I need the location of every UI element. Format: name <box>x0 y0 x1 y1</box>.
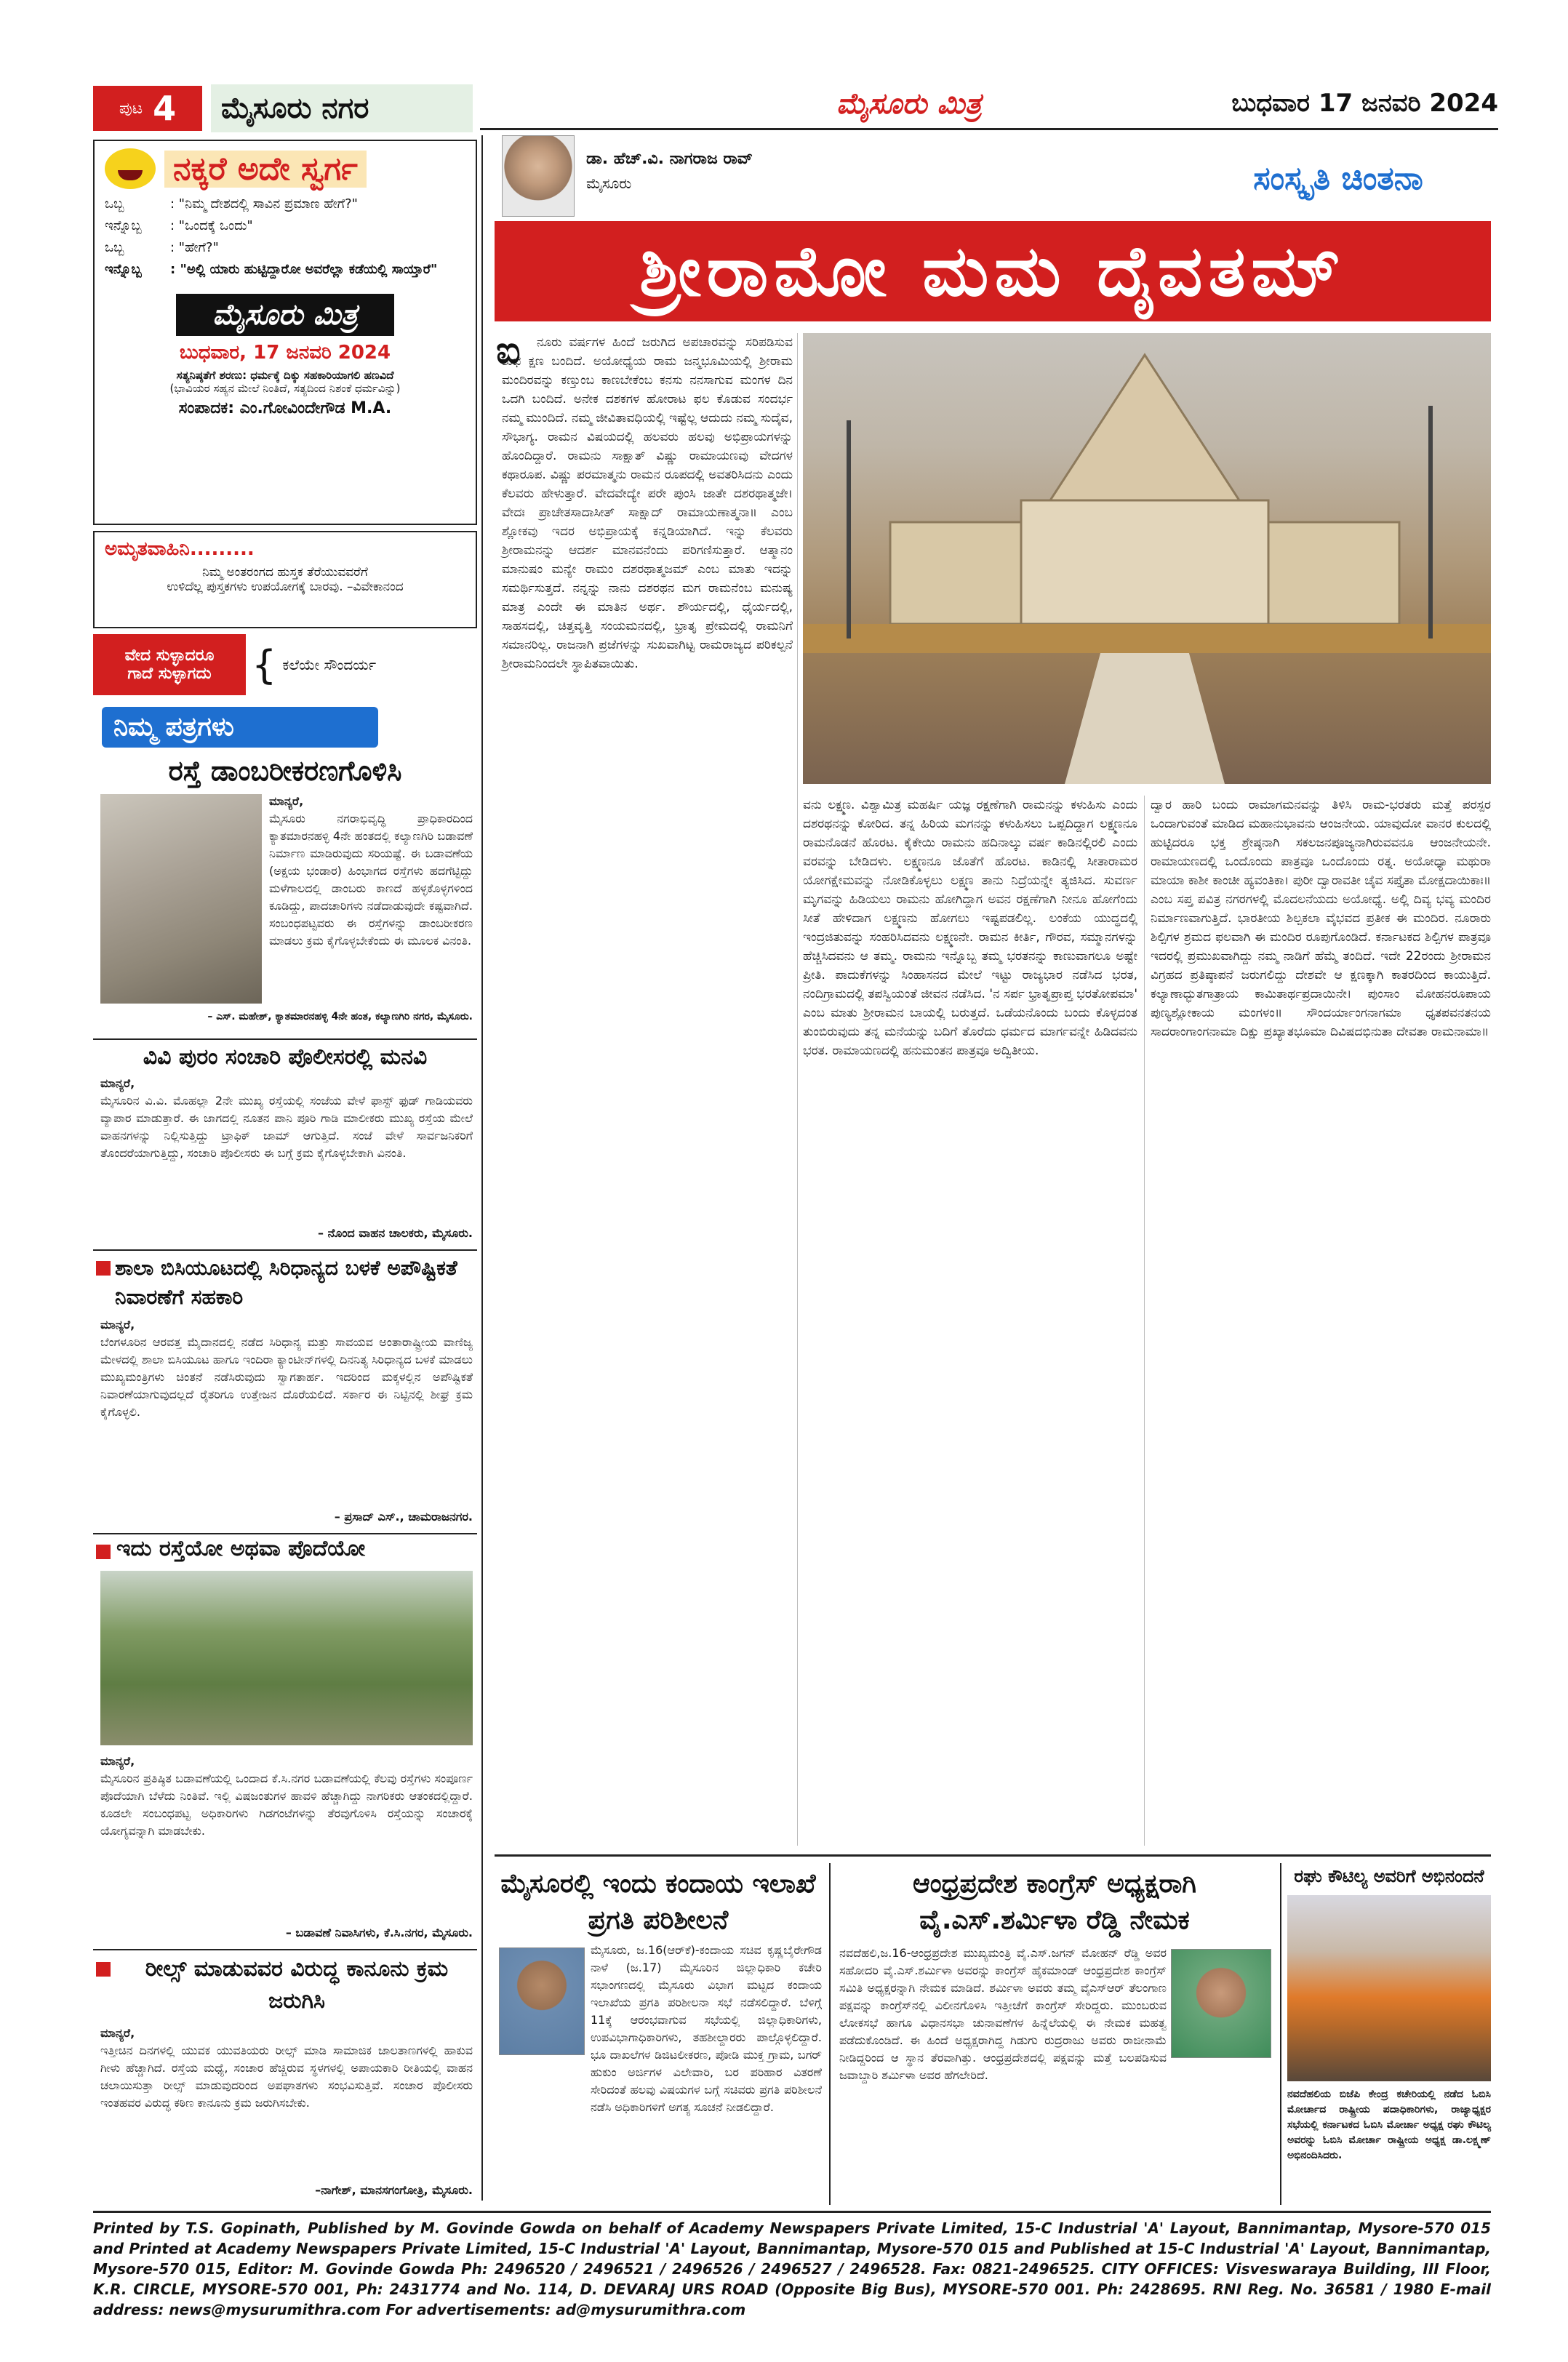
letter-divider-1 <box>93 1038 477 1040</box>
news-divider-1 <box>829 1863 831 2205</box>
letter-title-3: ಶಾಲಾ ಬಿಸಿಯೂಟದಲ್ಲಿ ಸಿರಿಧಾನ್ಯದ ಬಳಕೆ ಅಪೌಷ್ಟಿಕತೆ ನಿವಾರಣೆಗೆ ಸಹಕಾರಿ <box>115 1256 457 1309</box>
letter-photo-bush <box>100 1571 473 1745</box>
letter-body-5: ಮಾನ್ಯರೆ, ಇತ್ತೀಚಿನ ದಿನಗಳಲ್ಲಿ ಯುವಕ ಯುವತಿಯರು ರೀಲ್ಸ್ ಮಾಡಿ ಸಾಮಾಜಿಕ ಜಾಲತಾಣಗಳಲ್ಲಿ ಹಾಕುವ ಗೀಳು ಹೆಚ್ಚಾಗಿದೆ. ರಸ್ತೆಯ ಮಧ್ಯೆ, ಸಂಚಾರ ಹೆಚ್ಚಿರುವ ಸ್ಥಳಗಳಲ್ಲಿ ಅಪಾಯಕಾರಿ ರೀತಿಯಲ್ಲಿ ವಾಹನ ಚಲಾಯಿಸುತ್ತಾ ರೀಲ್ಸ್ ಮಾಡುವುದರಿಂದ ಅಪಘಾತಗಳು ಸಂಭವಿಸುತ್ತಿವೆ. ಸಂಚಾರ ಪೊಲೀಸರು ಇಂತಹವರ ವಿರುದ್ಧ ಕಠಿಣ ಕಾನೂನು ಕ್ರಮ ಜರುಗಿಸಬೇಕು. <box>100 2026 473 2110</box>
info-motto-2: (ಭಾವಿಯರ ಸಹ್ಯನ ಮೇಲೆ ನಿಂತಿದೆ, ಸತ್ಯದಿಂದ ನಿಶಂಕೆ ಧರ್ಮವಿನ್ನು) <box>169 382 401 395</box>
felicitation-photo <box>1287 1895 1491 2081</box>
feature-headline: ಶ್ರೀರಾಮೋ ಮಮ ದೈವತಮ್ <box>639 231 1346 312</box>
proverb-right: ಕಲೆಯೇ ಸೌಂದರ್ಯ <box>282 656 377 673</box>
letter-divider-3 <box>93 1533 477 1534</box>
letter-title-2: ವಿವಿ ಪುರಂ ಸಂಚಾರಿ ಪೊಲೀಸರಲ್ಲಿ ಮನವಿ <box>143 1044 428 1070</box>
column-name: ಸಂಸ್ಕೃತಿ ಚಿಂತನಾ <box>1253 160 1423 197</box>
section-title: ಮೈಸೂರು ನಗರ <box>211 84 473 132</box>
amruta-line-2: ಉಳಿದೆಲ್ಲ ಪುಸ್ತಕಗಳು ಉಪಯೋಗಕ್ಕೆ ಬಾರವು. –ವಿವೇಕಾನಂದ <box>167 580 404 594</box>
masthead-rule <box>480 128 1498 130</box>
joke-line-4: ಇನ್ನೊಬ್ಬ : "ಅಲ್ಲಿ ಯಾರು ಹುಟ್ಟಿದ್ದಾರೋ ಅವರೆಲ್ಲಾ ಕಡೆಯಲ್ಲಿ ಸಾಯ್ತಾರೆ" <box>105 262 438 277</box>
letter-signature-3: – ಪ್ರಸಾದ್ ಎಸ್., ಚಾಮರಾಜನಗರ. <box>334 1510 473 1524</box>
letter-signature-1: – ಎಸ್. ಮಹೇಶ್, ಕ್ಯಾತಮಾರನಹಳ್ಳಿ 4ನೇ ಹಂತ, ಕಲ್ಯಾಣಗಿರಿ ನಗರ, ಮೈಸೂರು. <box>207 1011 473 1022</box>
letter-divider-4 <box>93 1949 477 1950</box>
page-number: 4 <box>153 89 177 128</box>
ram-mandir-photo <box>803 333 1491 784</box>
letter-signature-2: – ನೊಂದ ವಾಹನ ಚಾಲಕರು, ಮೈಸೂರು. <box>318 1226 473 1240</box>
letter-signature-4: – ಬಡಾವಣೆ ನಿವಾಸಿಗಳು, ಕೆ.ಸಿ.ನಗರ, ಮೈಸೂರು. <box>285 1926 473 1939</box>
feature-col-divider-2 <box>1144 796 1145 1846</box>
proverb-brace: { <box>252 641 277 688</box>
letter-title-1: ರಸ್ತೆ ಡಾಂಬರೀಕರಣಗೊಳಿಸಿ <box>168 755 402 787</box>
joke-line-2: ಇನ್ನೊಬ್ಬ : "ಒಂದಕ್ಕೆ ಒಂದು" <box>105 218 253 233</box>
bullet-square-icon-4 <box>96 1545 111 1559</box>
news-1-body: ಮೈಸೂರು, ಜ.16(ಆರ್‌ಕೆ)-ಕಂದಾಯ ಸಚಿವ ಕೃಷ್ಣಬೈರೇಗೌಡ ನಾಳೆ (ಜ.17) ಮೈಸೂರಿನ ಜಿಲ್ಲಾಧಿಕಾರಿ ಕಚೇರಿ ಸಭಾಂಗಣದಲ್ಲಿ ಮೈಸೂರು ವಿಭಾಗ ಮಟ್ಟದ ಕಂದಾಯ ಇಲಾಖೆಯ ಪ್ರಗತಿ ಪರಿಶೀಲನಾ ಸಭೆ ನಡೆಸಲಿದ್ದಾರೆ. ಬೆಳಿಗ್ಗೆ 11ಕ್ಕೆ ಆರಂಭವಾಗುವ ಸಭೆಯಲ್ಲಿ ಜಿಲ್ಲಾಧಿಕಾರಿಗಳು, ಉಪವಿಭಾಗಾಧಿಕಾರಿಗಳು, ತಹಶೀಲ್ದಾರರು ಪಾಲ್ಗೊಳ್ಳಲಿದ್ದಾರೆ. ಭೂ ದಾಖಲೆಗಳ ಡಿಜಿಟಲೀಕರಣ, ಪೋಡಿ ಮುಕ್ತ ಗ್ರಾಮ, ಬಗರ್ ಹುಕುಂ ಅರ್ಜಿಗಳ ವಿಲೇವಾರಿ, ಬರ ಪರಿಹಾರ ವಿತರಣೆ ಸೇರಿದಂತೆ ಹಲವು ವಿಷಯಗಳ ಬಗ್ಗೆ ಸಚಿವರು ಪ್ರಗತಿ ಪರಿಶೀಲನೆ ನಡೆಸಿ ಅಧಿಕಾರಿಗಳಿಗೆ ಅಗತ್ಯ ಸೂಚನೆ ನೀಡಲಿದ್ದಾರೆ. <box>591 1943 822 2114</box>
joke-box <box>93 140 477 525</box>
amruta-box <box>93 531 477 628</box>
letters-banner: ನಿಮ್ಮ ಪತ್ರಗಳು <box>102 707 378 748</box>
letter-photo-road <box>100 794 262 1004</box>
info-editor: ಸಂಪಾದಕ: ಎಂ.ಗೋವಿಂದೇಗೌಡ M.A. <box>178 399 392 417</box>
page-label: ಪುಟ <box>119 99 143 118</box>
letter-signature-5: –ನಾಗೇಶ್, ಮಾನಸಗಂಗೋತ್ರಿ, ಮೈಸೂರು. <box>315 2183 473 2197</box>
info-date: ಬುಧವಾರ, 17 ಜನವರಿ 2024 <box>179 342 391 364</box>
letter-title-5: ರೀಲ್ಸ್ ಮಾಡುವವರ ವಿರುದ್ಧ ಕಾನೂನು ಕ್ರಮ ಜರುಗಿಸಿ <box>145 1956 449 2014</box>
letter-body-2: ಮಾನ್ಯರೆ, ಮೈಸೂರಿನ ವಿ.ವಿ. ಮೊಹಲ್ಲಾ 2ನೇ ಮುಖ್ಯ ರಸ್ತೆಯಲ್ಲಿ ಸಂಜೆಯ ವೇಳೆ ಫಾಸ್ಟ್ ಫುಡ್ ಗಾಡಿಯವರು ವ್ಯಾಪಾರ ಮಾಡುತ್ತಾರೆ. ಈ ಜಾಗದಲ್ಲಿ ನೂತನ ಪಾನಿ ಪೂರಿ ಗಾಡಿ ಮಾಲೀಕರು ಮುಖ್ಯ ರಸ್ತೆಯ ಮೇಲೆ ವಾಹನಗಳನ್ನು ನಿಲ್ಲಿಸುತ್ತಿದ್ದು ಟ್ರಾಫಿಕ್ ಜಾಮ್ ಆಗುತ್ತಿದೆ. ಸಂಜೆ ವೇಳೆ ಸಾರ್ವಜನಿಕರಿಗೆ ತೊಂದರೆಯಾಗುತ್ತಿದ್ದು, ಸಂಚಾರಿ ಪೊಲೀಸರು ಈ ಬಗ್ಗೆ ಕ್ರಮ ಕೈಗೊಳ್ಳಬೇಕಾಗಿ ವಿನಂತಿ. <box>100 1076 473 1160</box>
feature-col-3: ದ್ವಾರ ಹಾರಿ ಬಂದು ರಾಮಾಗಮನವನ್ನು ತಿಳಿಸಿ ರಾಮ-ಭರತರು ಮತ್ತೆ ಪರಸ್ಪರ ಒಂದಾಗುವಂತೆ ಮಾಡಿದ ಮಹಾನುಭಾವನು ಆಂಜನೇಯ. ಯಾವುದೋ ವಾನರ ಕುಲದಲ್ಲಿ ಹುಟ್ಟಿದರೂ ಭಕ್ತ ಶ್ರೇಷ್ಠನಾಗಿ ಸಕಲಜನಪೂಜ್ಯನಾಗಿರುವವನೂ ಆಂಜನೇಯನೇ. ರಾಮಾಯಣದಲ್ಲಿ ಒಂದೊಂದು ಪಾತ್ರವೂ ಒಂದೊಂದು ರತ್ನ. ಅಯೋಧ್ಯಾ ಮಥುರಾ ಮಾಯಾ ಕಾಶೀ ಕಾಂಚೀ ಹ್ಯವಂತಿಕಾ। ಪುರೀ ದ್ವಾರಾವತೀ ಚೈವ ಸಪ್ತೈತಾ ಮೋಕ್ಷದಾಯಿಕಾಃ॥ ಎಂಬ ಸಪ್ತ ಪವಿತ್ರ ನಗರಗಳಲ್ಲಿ ಮೊದಲನೆಯದು ಅಯೋಧ್ಯೆ. ಅಲ್ಲಿ ದಿವ್ಯ ಭವ್ಯ ಮಂದಿರ ನಿರ್ಮಾಣವಾಗುತ್ತಿದೆ. ಭಾರತೀಯ ಶಿಲ್ಪಕಲಾ ವೈಭವದ ಪ್ರತೀಕ ಈ ಮಂದಿರ. ನೂರಾರು ಶಿಲ್ಪಿಗಳ ಶ್ರಮದ ಫಲವಾಗಿ ಈ ಮಂದಿರ ರೂಪುಗೊಂಡಿದೆ. ಕರ್ನಾಟಕದ ಶಿಲ್ಪಿಗಳ ಪಾತ್ರವೂ ಇದರಲ್ಲಿ ಪ್ರಮುಖವಾಗಿದ್ದು ನಮ್ಮ ನಾಡಿಗೆ ಹೆಮ್ಮೆ ತಂದಿದೆ. ಇದೇ 22ರಂದು ಶ್ರೀರಾಮನ ವಿಗ್ರಹದ ಪ್ರತಿಷ್ಠಾಪನೆ ಜರುಗಲಿದ್ದು ದೇಶವೇ ಆ ಕ್ಷಣಕ್ಕಾಗಿ ಕಾತರದಿಂದ ಕಾಯುತ್ತಿದೆ. ಕಲ್ಯಾಣಾದ್ಭುತಗಾತ್ರಾಯ ಕಾಮಿತಾರ್ಥಪ್ರದಾಯಿನೇ। ಪುಂಸಾಂ ಮೋಹನರೂಪಾಯ ಪುಣ್ಯಶ್ಲೋಕಾಯ ಮಂಗಳಂ॥ ಸೌಂದರ್ಯಾಂಗನಾಗಮಾ ಧೃತಪವನತನಯ ಸಾದರಾಂಗಾಂಗನಾಮಾ ದಿಕ್ಷು ಪ್ರಖ್ಯಾತಭೂಮಾ ದಿವಿಷದಭಿನುತಾ ದೇವತಾ ರಾಮನಾಮಾ॥ <box>1151 798 1491 1039</box>
letter-body-3: ಮಾನ್ಯರೆ, ಬೆಂಗಳೂರಿನ ಆರವತ್ತ ಮೈದಾನದಲ್ಲಿ ನಡೆದ ಸಿರಿಧಾನ್ಯ ಮತ್ತು ಸಾವಯವ ಅಂತಾರಾಷ್ಟ್ರೀಯ ವಾಣಿಜ್ಯ ಮೇಳದಲ್ಲಿ ಶಾಲಾ ಬಿಸಿಯೂಟ ಹಾಗೂ ಇಂದಿರಾ ಕ್ಯಾಂಟೀನ್‌ಗಳಲ್ಲಿ ದಿನನಿತ್ಯ ಸಿರಿಧಾನ್ಯದ ಬಳಕೆ ಮಾಡಲು ಮುಖ್ಯಮಂತ್ರಿಗಳು ಚಿಂತನೆ ನಡೆಸಿರುವುದು ಸ್ವಾಗತಾರ್ಹ. ಇದರಿಂದ ಮಕ್ಕಳಲ್ಲಿನ ಅಪೌಷ್ಟಿಕತೆ ನಿವಾರಣೆಯಾಗುವುದಲ್ಲದೆ ರೈತರಿಗೂ ಉತ್ತೇಜನ ದೊರೆಯಲಿದೆ. ಸರ್ಕಾರ ಈ ನಿಟ್ಟಿನಲ್ಲಿ ಶೀಘ್ರ ಕ್ರಮ ಕೈಗೊಳ್ಳಲಿ. <box>100 1318 473 1419</box>
amruta-title: ಅಮೃತವಾಹಿನಿ......... <box>105 538 255 560</box>
letter-divider-2 <box>93 1249 477 1251</box>
author-name: ಡಾ. ಹೆಚ್.ವಿ. ನಾಗರಾಜ ರಾವ್ <box>586 150 753 168</box>
joke-header <box>105 148 465 189</box>
joke-title: ನಕ್ಕರೆ ಅದೇ ಸ್ವರ್ಗ <box>164 151 367 188</box>
author-place: ಮೈಸೂರು <box>586 175 632 192</box>
news-divider-2 <box>1280 1863 1281 2205</box>
news-2-title: ಆಂಧ್ರಪ್ರದೇಶ ಕಾಂಗ್ರೆಸ್ ಅಧ್ಯಕ್ಷರಾಗಿ ವೈ.ಎಸ್.ಶರ್ಮಿಳಾ ರೆಡ್ಡಿ ನೇಮಕ <box>912 1869 1197 1935</box>
info-motto-1: ಸತ್ಯನಿಷ್ಠತೆಗೆ ಶರಣು: ಧರ್ಮಕ್ಕೆ ದಿಕ್ಕು ಸಹಕಾರಿಯಾಗಲಿ ಹಣವಿದೆ <box>176 369 394 382</box>
news-3-caption: ನವದೆಹಲಿಯ ಬಿಜೆಪಿ ಕೇಂದ್ರ ಕಚೇರಿಯಲ್ಲಿ ನಡೆದ ಓಬಿಸಿ ಮೋರ್ಚಾದ ರಾಷ್ಟ್ರೀಯ ಪದಾಧಿಕಾರಿಗಳು, ರಾಜ್ಯಾಧ್ಯಕ್ಷರ ಸಭೆಯಲ್ಲಿ ಕರ್ನಾಟಕದ ಓಬಿಸಿ ಮೋರ್ಚಾ ಅಧ್ಯಕ್ಷ ರಘು ಕೌಟಿಲ್ಯ ಅವರನ್ನು ಓಬಿಸಿ ಮೋರ್ಚಾ ರಾಷ್ಟ್ರೀಯ ಅಧ್ಯಕ್ಷ ಡಾ.ಲಕ್ಷ್ಮಣ್ ಅಭಿನಂದಿಸಿದರು. <box>1287 2089 1491 2161</box>
bullet-square-icon-5 <box>96 1962 111 1977</box>
feature-col-2: ವನು ಲಕ್ಷ್ಮಣ. ವಿಶ್ವಾಮಿತ್ರ ಮಹರ್ಷಿ ಯಜ್ಞ ರಕ್ಷಣೆಗಾಗಿ ರಾಮನನ್ನು ಕಳುಹಿಸು ಎಂದು ದಶರಥನನ್ನು ಕೋರಿದ. ತನ್ನ ಹಿರಿಯ ಮಗನನ್ನು ಕಳುಹಿಸಲು ಒಪ್ಪದಿದ್ದಾಗ ಲಕ್ಷ್ಮಣನೂ ರಾಮನೊಡನೆ ಹೊರಟ. ಕೈಕೇಯಿ ರಾಮನು ಹದಿನಾಲ್ಕು ವರ್ಷ ಕಾಡಿನಲ್ಲಿರಲಿ ಎಂದು ವರವನ್ನು ಬೇಡಿದಳು. ಲಕ್ಷ್ಮಣನೂ ಜೊತೆಗೆ ಹೊರಟ. ಕಾಡಿನಲ್ಲಿ ಸೀತಾರಾಮರ ಯೋಗಕ್ಷೇಮವನ್ನು ನೋಡಿಕೊಳ್ಳಲು ಲಕ್ಷ್ಮಣ ತಾನು ನಿದ್ರೆಯನ್ನೇ ತ್ಯಜಿಸಿದ. ಸುವರ್ಣ ಮೃಗವನ್ನು ಹಿಡಿಯಲು ರಾಮನು ಹೋಗಿದ್ದಾಗ ಅವನ ರಕ್ಷಣೆಗಾಗಿ ನೀನೂ ಹೋಗೆಂದು ಸೀತೆ ಹೇಳಿದಾಗ ಲಕ್ಷ್ಮಣನು ಹೋಗಲು ಇಷ್ಟಪಡಲಿಲ್ಲ. ಲಂಕೆಯ ಯುದ್ಧದಲ್ಲಿ ಇಂದ್ರಜಿತುವನ್ನು ಸಂಹರಿಸಿದವನು ಲಕ್ಷ್ಮಣನೇ. ರಾಮನ ಕೀರ್ತಿ, ಗೌರವ, ಸಮ್ಮಾನಗಳನ್ನು ಹೆಚ್ಚಿಸಿದವನು ಆ ತಮ್ಮ. ರಾಮನು ಇನ್ನೊಬ್ಬ ತಮ್ಮ ಭರತನನ್ನು ಕಾಣುವಾಗಲೂ ಅಷ್ಟೇ ಪ್ರೀತಿ. ಪಾದುಕೆಗಳನ್ನು ಸಿಂಹಾಸನದ ಮೇಲೆ ಇಟ್ಟು ರಾಜ್ಯಭಾರ ನಡೆಸಿದ ಭರತ, ನಂದಿಗ್ರಾಮದಲ್ಲಿ ತಪಸ್ವಿಯಂತೆ ಜೀವನ ನಡೆಸಿದ. 'ನ ಸರ್ಪ ಭ್ರಾತೃಪ್ರಾಪ್ತ ಭರತೋಪಮಾ' ಎಂಬ ಮಾತು ಶ್ರೀರಾಮನ ಬಾಯಲ್ಲಿ ಬರುತ್ತದೆ. ಒಡೆಯನೊಂದು ಬಂದು ಕೊಳ್ಳದಂತ ತುಂಬಿರುವುದು ತನ್ನ ಮನೆಯನ್ನು ಬದಿಗೆ ತೊರೆದು ಧರ್ಮದ ಮಾರ್ಗವನ್ನೇ ಹಿಡಿದವನು ಭರತ. ರಾಮಾಯಣದಲ್ಲಿ ಹನುಮಂತನ ಪಾತ್ರವೂ ಅದ್ವಿತೀಯ. <box>803 798 1137 1058</box>
footer-rule <box>93 2211 1491 2213</box>
sharmila-photo <box>1171 1949 1271 2058</box>
news-2-body: ನವದೆಹಲಿ,ಜ.16-ಆಂಧ್ರಪ್ರದೇಶ ಮುಖ್ಯಮಂತ್ರಿ ವೈ.ಎಸ್.ಜಗನ್ ಮೋಹನ್ ರೆಡ್ಡಿ ಅವರ ಸಹೋದರಿ ವೈ.ಎಸ್.ಶರ್ಮಿಳಾ ಅವರನ್ನು ಕಾಂಗ್ರೆಸ್ ಹೈಕಮಾಂಡ್ ಆಂಧ್ರಪ್ರದೇಶ ಕಾಂಗ್ರೆಸ್ ಸಮಿತಿ ಅಧ್ಯಕ್ಷರನ್ನಾಗಿ ನೇಮಕ ಮಾಡಿದೆ. ಶರ್ಮಿಳಾ ಅವರು ತಮ್ಮ ವೈಎಸ್‌ಆರ್ ತೆಲಂಗಾಣ ಪಕ್ಷವನ್ನು ಕಾಂಗ್ರೆಸ್‌ನಲ್ಲಿ ವಿಲೀನಗೊಳಿಸಿ ಇತ್ತೀಚೆಗೆ ಕಾಂಗ್ರೆಸ್ ಸೇರಿದ್ದರು. ಮುಂಬರುವ ಲೋಕಸಭೆ ಹಾಗೂ ವಿಧಾನಸಭಾ ಚುನಾವಣೆಗಳ ಹಿನ್ನೆಲೆಯಲ್ಲಿ ಈ ನೇಮಕ ಮಹತ್ವ ಪಡೆದುಕೊಂಡಿದೆ. ಈ ಹಿಂದೆ ಅಧ್ಯಕ್ಷರಾಗಿದ್ದ ಗಿಡುಗು ರುದ್ರರಾಜು ಅವರು ರಾಜೀನಾಮೆ ನೀಡಿದ್ದರಿಂದ ಆ ಸ್ಥಾನ ತೆರವಾಗಿತ್ತು. ಆಂಧ್ರಪ್ರದೇಶದಲ್ಲಿ ಪಕ್ಷವನ್ನು ಮತ್ತೆ ಬಲಪಡಿಸುವ ಜವಾಬ್ದಾರಿ ಶರ್ಮಿಳಾ ಅವರ ಹೆಗಲೇರಿದೆ. <box>839 1946 1167 2082</box>
joke-line-1: ಒಬ್ಬ : "ನಿಮ್ಮ ದೇಶದಲ್ಲಿ ಸಾವಿನ ಪ್ರಮಾಣ ಹೇಗೆ?" <box>105 196 358 212</box>
page-label-box <box>93 86 202 131</box>
paper-name-top: ಮೈಸೂರು ಮಿತ್ರ <box>836 87 982 121</box>
joke-line-3: ಒಬ್ಬ : "ಹೇಗೆ?" <box>105 240 219 255</box>
proverb-box <box>93 634 477 695</box>
letter-body-4: ಮಾನ್ಯರೆ, ಮೈಸೂರಿನ ಪ್ರತಿಷ್ಠಿತ ಬಡಾವಣೆಯಲ್ಲಿ ಒಂದಾದ ಕೆ.ಸಿ.ನಗರ ಬಡಾವಣೆಯಲ್ಲಿ ಕೆಲವು ರಸ್ತೆಗಳು ಸಂಪೂರ್ಣ ಪೊದೆಯಾಗಿ ಬೆಳೆದು ನಿಂತಿವೆ. ಇಲ್ಲಿ ವಿಷಜಂತುಗಳ ಹಾವಳಿ ಹೆಚ್ಚಾಗಿದ್ದು ನಾಗರಿಕರು ಆತಂಕದಲ್ಲಿದ್ದಾರೆ. ಕೂಡಲೇ ಸಂಬಂಧಪಟ್ಟ ಅಧಿಕಾರಿಗಳು ಗಿಡಗಂಟೆಗಳನ್ನು ತೆರವುಗೊಳಿಸಿ ರಸ್ತೆಯನ್ನು ಸಂಚಾರಕ್ಕೆ ಯೋಗ್ಯವನ್ನಾಗಿ ಮಾಡಬೇಕು. <box>100 1754 473 1838</box>
feature-dropcap: ಐ <box>496 329 521 372</box>
feature-col-1: ನೂರು ವರ್ಷಗಳ ಹಿಂದೆ ಜರುಗಿದ ಅಪಚಾರವನ್ನು ಸರಿಪಡಿಸುವ ಶುಭ ಕ್ಷಣ ಬಂದಿದೆ. ಅಯೋಧ್ಯೆಯ ರಾಮ ಜನ್ಮಭೂಮಿಯಲ್ಲಿ ಶ್ರೀರಾಮ ಮಂದಿರವನ್ನು ಕಣ್ತುಂಬ ಕಾಣಬೇಕೆಂಬ ಕನಸು ನನಸಾಗುವ ಮಂಗಳ ದಿನ ಒದಗಿ ಬಂದಿದೆ. ಅನೇಕ ದಶಕಗಳ ಹೋರಾಟ ಫಲ ಕೊಡುವ ಸಂದರ್ಭ ನಮ್ಮ ಮುಂದಿದೆ. ನಮ್ಮ ಜೀವಿತಾವಧಿಯಲ್ಲಿ ಇಷ್ಟೆಲ್ಲ ಆದುದು ನಮ್ಮ ಸುದೈವ, ಸೌಭಾಗ್ಯ. ರಾಮನ ವಿಷಯದಲ್ಲಿ ಹಲವರು ಹಲವು ಅಭಿಪ್ರಾಯಗಳನ್ನು ಹೊಂದಿದ್ದಾರೆ. ರಾಮನು ಸಾಕ್ಷಾತ್ ವಿಷ್ಣು ರಾಮಾಯಣವು ವೇದಗಳ ಕಥಾರೂಪ. ವಿಷ್ಣು ಪರಮಾತ್ಮನು ರಾಮನ ರೂಪದಲ್ಲಿ ಅವತರಿಸಿದನು ಎಂದು ಕೆಲವರು ಹೇಳುತ್ತಾರೆ. ವೇದವೇದ್ಯೇ ಪರೇ ಪುಂಸಿ ಜಾತೇ ದಶರಥಾತ್ಮಜೇ। ವೇದಃ ಪ್ರಾಚೇತಸಾದಾಸೀತ್ ಸಾಕ್ಷಾದ್ ರಾಮಾಯಣಾತ್ಮನಾ॥ ಎಂಬ ಶ್ಲೋಕವು ಇದರ ಅಭಿಪ್ರಾಯಕ್ಕೆ ಕನ್ನಡಿಯಾಗಿದೆ. ಇನ್ನು ಕೆಲವರು ಶ್ರೀರಾಮನನ್ನು ಆದರ್ಶ ಮಾನವನೆಂದು ಪರಿಗಣಿಸುತ್ತಾರೆ. ಆತ್ಮಾನಂ ಮಾನುಷಂ ಮನ್ಯೇ ರಾಮಂ ದಶರಥಾತ್ಮಜಮ್ ಎಂಬ ಮಾತು ಇದನ್ನು ಸಮರ್ಥಿಸುತ್ತದೆ. ನನ್ನನ್ನು ನಾನು ದಶರಥನ ಮಗ ರಾಮನೆಂಬ ಮನುಷ್ಯ ಮಾತ್ರ ಎಂದೇ ಈ ಮಾತಿನ ಅರ್ಥ. ಶೌರ್ಯದಲ್ಲಿ, ಧೈರ್ಯದಲ್ಲಿ, ಸಾಹಸದಲ್ಲಿ, ಚಿತ್ತವೃತ್ತಿ ಸಂಯಮನದಲ್ಲಿ, ಭ್ರಾತೃ ಪ್ರೇಮದಲ್ಲಿ ರಾಮನಿಗೆ ಸಮಾನರಿಲ್ಲ. ರಾಜನಾಗಿ ಪ್ರಜೆಗಳನ್ನು ಸುಖವಾಗಿಟ್ಟ ರಾಮರಾಜ್ಯದ ಪರಿಕಲ್ಪನೆ ಶ್ರೀರಾಮನಿಂದಲೇ ಸ್ಥಾಪಿತವಾಯಿತು. <box>502 335 793 671</box>
bullet-square-icon-3 <box>96 1261 111 1276</box>
info-logo: ಮೈಸೂರು ಮಿತ್ರ <box>176 294 394 336</box>
laughing-face-icon <box>105 148 156 189</box>
news-1-title: ಮೈಸೂರಲ್ಲಿ ಇಂದು ಕಂದಾಯ ಇಲಾಖೆ ಪ್ರಗತಿ ಪರಿಶೀಲನೆ <box>500 1869 816 1935</box>
issue-date: ಬುಧವಾರ 17 ಜನವರಿ 2024 <box>1231 89 1498 118</box>
left-column-divider <box>481 135 483 2201</box>
feature-bottom-rule <box>495 1854 1491 1857</box>
letter-title-4: ಇದು ರಸ್ತೆಯೋ ಅಥವಾ ಪೊದೆಯೋ <box>116 1536 366 1561</box>
footer-imprint: Printed by T.S. Gopinath, Published by M. Govinde Gowda on behalf of Academy Newspapers Private Limited, 15-C Industrial 'A' Layout, Bannimantap, Mysore-570 015 and Printed at Academy Newspapers Private Limited, 15-C Industrial 'A' Layout, Bannimantap, Mysore-570 015 and Published at 15-C Industrial 'A' Layout, Bannimantap, Mysore-570 015, Editor: M. Govinde Gowda Ph: 2496520 / 2496521 / 2496526 / 2496527 / 2496528. Fax: 0821-2496525. CITY OFFICES: Visveswaraya Building, III Floor, K.R. CIRCLE, MYSORE-570 001, Ph: 2431774 and No. 114, D. DEVARAJ URS ROAD (Opposite Big Bus), MYSORE-570 001. Ph: 2428695. RNI Reg. No. 36581 / 1980 E-mail address: news@mysurumithra.com For advertisements: ad@mysurumithra.com <box>93 2219 1491 2318</box>
proverb-left: ವೇದ ಸುಳ್ಳಾದರೂ ಗಾದೆ ಸುಳ್ಳಾಗದು <box>93 634 246 695</box>
temple-illustration <box>803 333 1491 784</box>
author-photo <box>502 135 575 217</box>
amruta-line-1: ನಿಮ್ಮ ಅಂತರಂಗದ ಹುಸ್ತಕ ತೆರೆಯುವವರೆಗೆ <box>202 565 368 580</box>
feature-col-divider-1 <box>797 333 798 1846</box>
news-3-title: ರಘು ಕೌಟಿಲ್ಯ ಅವರಿಗೆ ಅಭಿನಂದನೆ <box>1294 1866 1484 1886</box>
letter-body-1: ಮಾನ್ಯರೆ, ಮೈಸೂರು ನಗರಾಭಿವೃದ್ಧಿ ಪ್ರಾಧಿಕಾರದಿಂದ ಕ್ಯಾತಮಾರನಹಳ್ಳಿ 4ನೇ ಹಂತದಲ್ಲಿ ಕಲ್ಯಾಣಗಿರಿ ಬಡಾವಣೆ ನಿರ್ಮಾಣ ಮಾಡಿರುವುದು ಸರಿಯಷ್ಟೆ. ಈ ಬಡಾವಣೆಯ (ಅಕ್ಷಯ ಭಂಡಾರ) ಹಿಂಭಾಗದ ರಸ್ತೆಗಳು ಹದಗೆಟ್ಟಿದ್ದು ಮಳೆಗಾಲದಲ್ಲಿ ಡಾಂಬರು ಕಾಣದೆ ಹಳ್ಳಕೊಳ್ಳಗಳಿಂದ ಕೂಡಿದ್ದು, ಪಾದಚಾರಿಗಳು ನಡೆದಾಡುವುದೇ ಕಷ್ಟವಾಗಿದೆ. ಸಂಬಂಧಪಟ್ಟವರು ಈ ರಸ್ತೆಗಳನ್ನು ಡಾಂಬರೀಕರಣ ಮಾಡಲು ಕ್ರಮ ಕೈಗೊಳ್ಳಬೇಕೆಂದು ಈ ಮೂಲಕ ವಿನಂತಿ. <box>269 794 473 948</box>
